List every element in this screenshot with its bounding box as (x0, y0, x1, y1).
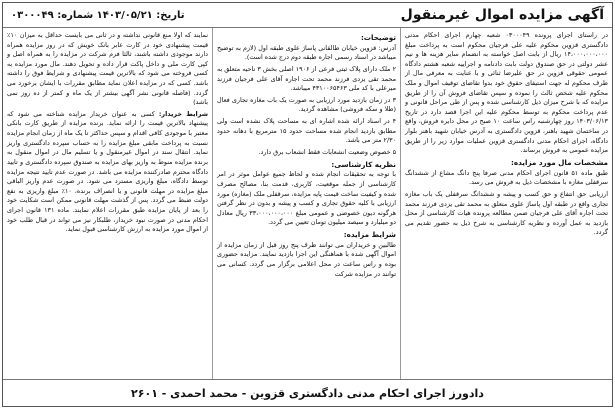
rights-paragraph: ارزیابی حق انتفاع و حق کسب و پیشه و ششدانگ سرقفلی یک باب مغازه تجاری واقع در طبقه اول پاساژ علوی متعلق به محمد تقی یزدی فرزند محمد تحت اجاره آقای علی فرجیان ضمن مطالعه پرونده هیات کارشناسی از محل بازدید به عمل آورده و نظریه کارشناسی به شرح ذیل به حضور تقدیم می گردد. (405, 189, 608, 237)
column-right (400, 28, 612, 380)
address-paragraph: آدرس: قزوین خیابان طالقانی پاساژ علوی طبقه اول (لازم به توضیح میباشد در اسناد رسمی اجاره طبقه دوم درج شده است). (217, 43, 396, 62)
note-2: ۲ ملک دارای پلاک ثبتی فرعی از ۱۹۰۶ اصلی بخش ۳ ناحیه متعلق به محمد تقی یزدی فرزند محمد تحت اجاره آقای علی فرجیان فرزند میرعلی با کد ملی ۴۳۱۰۰۶۵۴۶۳ میباشد. (217, 65, 396, 93)
intro-paragraph: در راستای اجرای پرونده ۰۳۰۰۰۴۹ شعبه چهارم اجرای احکام مدنی دادگستری قزوین محکوم علیه علی فرجیان محکوم است به پرداخت مبلغ ۱۴،۰۰۰،۰۰۰،۰۰۰ ریال از بابت اصل خواسته به انضمام سایر هزینه ها و نیم عشر دولتی در حق صندوق دولت بابت دادنامه و اجراییه شعبه هشتم دادگاه عمومی حقوقی قزوین در حق علیرضا ثنائی و با عنایت به معرفی مال از طرف محکوم له جهت استیفای حقوق خود بدوا تقاضای توقیف اموال و ملک محکوم علیه شخص ثالث را نموده و سپس تقاضای فروش آن را از طریق مزایده که با شرح میزان ذیل کارشناسی شده و پس از طی مراحل قانونی و عدم پرداخت محکوم به توسط محکوم علیه این اجرا قصد دارد در تاریخ ۱۴۰۳/۰۶/۱۳ روز چهارشنبه راس ساعت ۱۰ صبح در محل دایره فروش، واقع در ساختمان شهید باهنر، قزوین دادگستری به آدرس خیابان شهید باهنر بلوار دادگاه، اجرای احکام مدنی دادگستری قزوین عملیات موارد زیر را از طریق مزایده عمومی به فروش برساند. (405, 31, 608, 155)
notice-title: آگهی مزایده اموال غیرمنقول (400, 7, 604, 23)
auction-conditions-heading: شرایط مزایده: (343, 229, 396, 239)
notice-footer: دادورز اجرای احکام مدنی دادگستری قزوین - محمد احمدی - ۲۶۰۱ (3, 379, 612, 406)
participation-terms: نمایند که اولا منع قانونی نداشته و در ثانی می بایست حداقل به میزان ۱۰٪ قیمت پیشنهادی خود در کارت عابر بانک خویش که در روز مزایده همراه دارند موجودی داشته باشند، ثالثا فرم شرکت در مزایده را به همراه اصل و کپی کارت ملی و داخل پاکت قرار داده و تحویل دهند. مال مورد مزایده به کسی فروخته می شود که بالاترین قیمت پیشنهادی و شرایط فوق را داشته باشد. کسی که در مزایده اعلان نماید مطابق مقررات با ایشان برخورد می گردد. (فاصله قانونی نشر آگهی بیشتر از یک ماه و کمتر از ده روز نمی باشد) (7, 31, 208, 107)
note-4: ۴ در اسناد ارائه شده اشاره ای به مساحت پلاک نشده است ولی مطابق بازدید انجام شده مساحت حدود ۱۵ مترمربع با دهانه حدود ۲/۳۰ متر می باشد. (217, 117, 396, 145)
buyer-terms (7, 110, 208, 235)
buyer-terms-label: شرایط خریدار: (158, 109, 208, 118)
notes-heading: توضیحات: (360, 33, 396, 42)
column-middle (212, 28, 400, 380)
note-5: ۵ خصوص وضعیت انشعابات فقط انشعاب برق دارد. (258, 147, 396, 156)
property-spec-text: طبق ماده ۵۱ قانون اجرای احکام مدنی صرفا پنج دانگ مشاع از ششدانگ سرقفلی مغازه با مشخصات ذیل به فروش می رسد. (405, 168, 608, 187)
property-spec-heading: مشخصات مال مورد مزایده: (511, 157, 608, 167)
auction-notice (2, 2, 613, 407)
notice-header (3, 3, 612, 28)
column-left (3, 28, 212, 380)
buyer-terms-text: کسی به عنوان خریدار مزایده شناخته می شود که پیشنهاد بالاترین قیمت را ارائه نماید. برنده مزایده از طریق کارت بانکی معتبر با موجودی کافی اقدام و سپس حداکثر تا یک ماه از زمان انجام مزایده نسبت به پرداخت مابقی مبلغ مزایده را به حساب سپرده دادگستری واریز نماید. انتقال سند در اموال غیرمنقول و یا تسلیم مال در اموال منقول به برنده مزایده منوط به واریز بهای مزایده به صندوق سپرده دادگستری و تایید دادگاه محترم صادرکننده مزایده می باشد. در صورت عدم تایید نتیجه مزایده توسط دادگاه، مبلغ واریزی مسترد می شود. در صورت عدم واریز الباقی مبلغ مزایده در مهلت قانونی و یا انصراف برنده، ۱۰٪ مبلغ واریزی به نفع دولت ضبط می گردد. پس از گذشت مهلت قانونی ممکن است شکایت خود را بعد از پایان مزایده طبق مقررات اعلام نمایند. ماده ۱۳۱ قانون اجرای احکام مدنی در صورت نبود خریدار، طلبکار نیز می تواند در قبال طلب خود از اموال مورد مزایده به ارزش کارشناسی قبول نماید. (7, 109, 208, 234)
date-and-number: تاریخ: ۱۴۰۳/۰۵/۲۱ شماره: ۰۳۰۰۰۴۹ (11, 9, 185, 21)
notice-body (3, 28, 612, 380)
expert-opinion-heading: نظریه کارشناسی: (331, 159, 396, 169)
expert-opinion-text: با توجه به تحقیقات انجام شده و لحاظ جمیع عوامل موثر در امر کارشناسی از جمله موقعیت، کاربری، قدمت بنا، مصالح مصرف شده و کیفیت ساخت قیمت پایه مزایده، سرقفلی ملک (مغازه) مورد ارزیابی با کلیه حقوق تجاری و کسب و پیشه و بدون در نظر گرفتن هرگونه دیون خصوصی و عمومی مبلغ ۳۳،۰۰۰،۰۰۰،۰۰۰ ریال معادل دو میلیارد و سیصد میلیون تومان تعیین می گردد. (217, 170, 396, 227)
note-3: ۳ در زمان بازدید مورد ارزیابی به صورت یک باب مغازه تجاری فعال (طلا و سکه فروشی) مشاهده گردید. (217, 95, 396, 114)
auction-conditions-text: طالبین و خریداران می توانند ظرف پنج روز قبل از زمان مزایده از اموال آگهی شده با هماهنگی این اجرا بازدید نمایند. مزایده حضوری بوده و راس ساعت در محل اعلامی برگزار می گردد. کسانی می توانند در مزایده شرکت (217, 240, 396, 278)
